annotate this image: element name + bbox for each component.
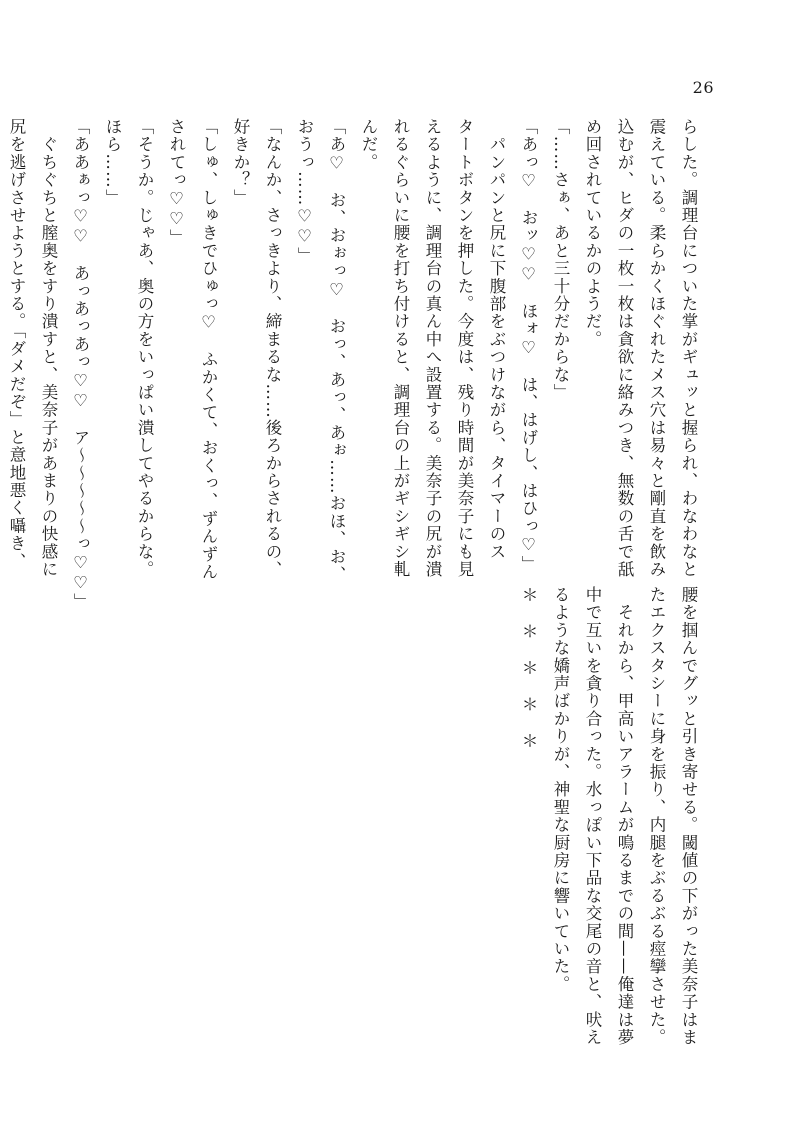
text-line: 好きか？」 bbox=[231, 118, 250, 207]
text-line: 「あ♡ お、おぉっ♡ おっ、あっ、あぉ……おほ、お、 bbox=[327, 118, 346, 584]
text-line: 「なんか、さっきより、締まるな……後ろからされるの、 bbox=[263, 118, 282, 579]
main-text-block-bottom bbox=[124, 586, 704, 1047]
text-line: れるぐらいに腰を打ち付けると、調理台の上がギシギシ軋 bbox=[391, 118, 410, 579]
text-line: ほら……」 bbox=[103, 118, 122, 207]
text-line: パンパンと尻に下腹部をぶつけながら、タイマーのス bbox=[487, 118, 506, 561]
text-line: 込むが、ヒダの一枚一枚は貪欲に絡みつき、無数の舌で舐 bbox=[615, 118, 634, 579]
text-line: タートボタンを押した。今度は、残り時間が美奈子にも見 bbox=[455, 118, 474, 579]
text-line: らした。調理台についた掌がギュッと握られ、わなわなと bbox=[679, 118, 698, 579]
text-line: 「あっ♡ おッ♡♡ ほォ♡ は、はげし、はひっ♡」 bbox=[519, 118, 538, 573]
text-line: ぐちぐちと膣奥をすり潰すと、美奈子があまりの快感に bbox=[39, 118, 58, 579]
main-text-block-top bbox=[7, 118, 704, 611]
text-line: 「……さぁ、あと三十分だからな」 bbox=[551, 118, 570, 402]
text-line: め回されているかのようだ。 bbox=[583, 118, 602, 349]
text-line: それから、甲高いアラームが鳴るまでの間——俺達は夢 bbox=[615, 586, 634, 1047]
text-line: おうっ……♡♡」 bbox=[295, 118, 314, 265]
text-line: るような嬌声ばかりが、神聖な厨房に響いていた。 bbox=[551, 586, 570, 994]
text-line: たエクスタシーに身を振り、内腿をぶるぶる痙攣させた。 bbox=[647, 586, 666, 1047]
text-line: 「そうか。じゃあ、奥の方をいっぱい潰してやるからな。 bbox=[135, 118, 154, 579]
scene-break: ＊＊＊＊＊ bbox=[519, 586, 538, 769]
text-line: えるように、調理台の真ん中へ設置する。美奈子の尻が潰 bbox=[423, 118, 442, 579]
text-line: されてっ♡♡」 bbox=[167, 118, 186, 247]
text-line: 腰を掴んでグッと引き寄せる。閾値の下がった美奈子はま bbox=[679, 586, 698, 1047]
text-line: 中で互いを貪り合った。水っぽい下品な交尾の音と、吠え bbox=[583, 586, 602, 1047]
text-line: んだ。 bbox=[359, 118, 378, 172]
page-number: 26 bbox=[692, 78, 714, 97]
text-line: 「しゅ、しゅきでひゅっ♡ ふかくて、おくっ、ずんずん bbox=[199, 118, 218, 581]
text-line: 尻を逃げさせようとする。「ダメだぞ」と意地悪く囁き、 bbox=[7, 118, 26, 570]
text-line: 震えている。柔らかくほぐれたメス穴は易々と剛直を飲み bbox=[647, 118, 666, 579]
text-line: 「ああぁっ♡♡ あっあっあっ♡♡ ア〜〜〜〜〜っ♡♡」 bbox=[71, 118, 90, 611]
